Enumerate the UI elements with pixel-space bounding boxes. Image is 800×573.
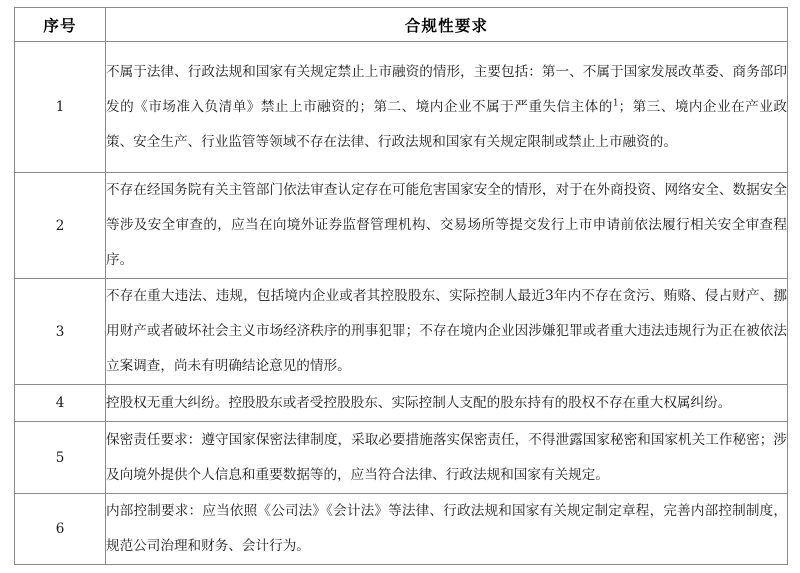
table-row xyxy=(15,173,788,279)
requirement-text-part-1: 不存在重大违法、违规，包括境内企业或者其控股股东、实际控制人最近3年内不存在贪污、贿赂、侵占财产、挪用财产或者破坏社会主义市场经济秩序的刑事犯罪；不存在境内企业因涉嫌犯罪或者重大违法违规行为正在被依法立案调查，尚未有明确结论意见的情形。 xyxy=(106,288,787,374)
table-row xyxy=(15,42,788,173)
compliance-table-container xyxy=(14,7,787,565)
requirement-paragraph xyxy=(106,55,787,160)
table-row xyxy=(15,422,788,494)
requirement-paragraph xyxy=(106,386,787,421)
row-requirement-cell xyxy=(106,385,788,422)
requirement-text-part-1: 控股权无重大纠纷。控股股东或者受控股股东、实际控制人支配的股东持有的股权不存在重大权属纠纷。 xyxy=(106,394,732,411)
table-row xyxy=(15,385,788,422)
row-requirement-cell xyxy=(106,494,788,565)
requirement-paragraph xyxy=(106,494,787,564)
row-serial-number: 3 xyxy=(15,279,106,385)
column-header-serial-number: 序号 xyxy=(15,8,106,42)
row-requirement-cell xyxy=(106,279,788,385)
compliance-requirements-table xyxy=(14,7,788,565)
row-serial-number: 6 xyxy=(15,494,106,565)
requirement-paragraph xyxy=(106,279,787,384)
requirement-paragraph xyxy=(106,423,787,493)
table-header-row xyxy=(15,8,788,42)
row-requirement-cell xyxy=(106,173,788,279)
row-serial-number: 5 xyxy=(15,422,106,494)
table-row xyxy=(15,494,788,565)
table-body xyxy=(15,42,788,565)
requirement-text-part-1: 内部控制要求：应当依照《公司法》《会计法》等法律、行政法规和国家有关规定制定章程，完善内部控制制度，规范公司治理和财务、会计行为。 xyxy=(106,503,787,554)
requirement-text-part-1: 不属于法律、行政法规和国家有关规定禁止上市融资的情形，主要包括：第一、不属于国家发展改革委、商务部印发的《市场准入负清单》禁止上市融资的；第二、境内企业不属于严重失信主体的 xyxy=(106,63,787,115)
row-requirement-cell xyxy=(106,422,788,494)
requirement-text-part-1: 保密责任要求：遵守国家保密法律制度，采取必要措施落实保密责任，不得泄露国家秘密和国家机关工作秘密；涉及向境外提供个人信息和重要数据等的，应当符合法律、行政法规和国家有关规定。 xyxy=(106,431,787,483)
requirement-text-part-1: 不存在经国务院有关主管部门依法审查认定存在可能危害国家安全的情形，对于在外商投资、网络安全、数据安全等涉及安全审查的，应当在向境外证券监督管理机构、交易场所等提交发行上市申请前依法履行相关安全审查程序。 xyxy=(106,182,787,268)
requirement-text-part-2: ；第三、境内企业在产业政策、安全生产、行业监管等领域不存在法律、行政法规和国家有关规定限制或禁止上市融资的。 xyxy=(106,98,787,150)
row-serial-number: 2 xyxy=(15,173,106,279)
table-header xyxy=(15,8,788,42)
row-serial-number: 1 xyxy=(15,42,106,173)
column-header-requirement: 合规性要求 xyxy=(106,8,788,42)
table-row xyxy=(15,279,788,385)
footnote-reference-icon: 1 xyxy=(612,97,619,108)
requirement-paragraph xyxy=(106,173,787,278)
row-requirement-cell xyxy=(106,42,788,173)
row-serial-number: 4 xyxy=(15,385,106,422)
